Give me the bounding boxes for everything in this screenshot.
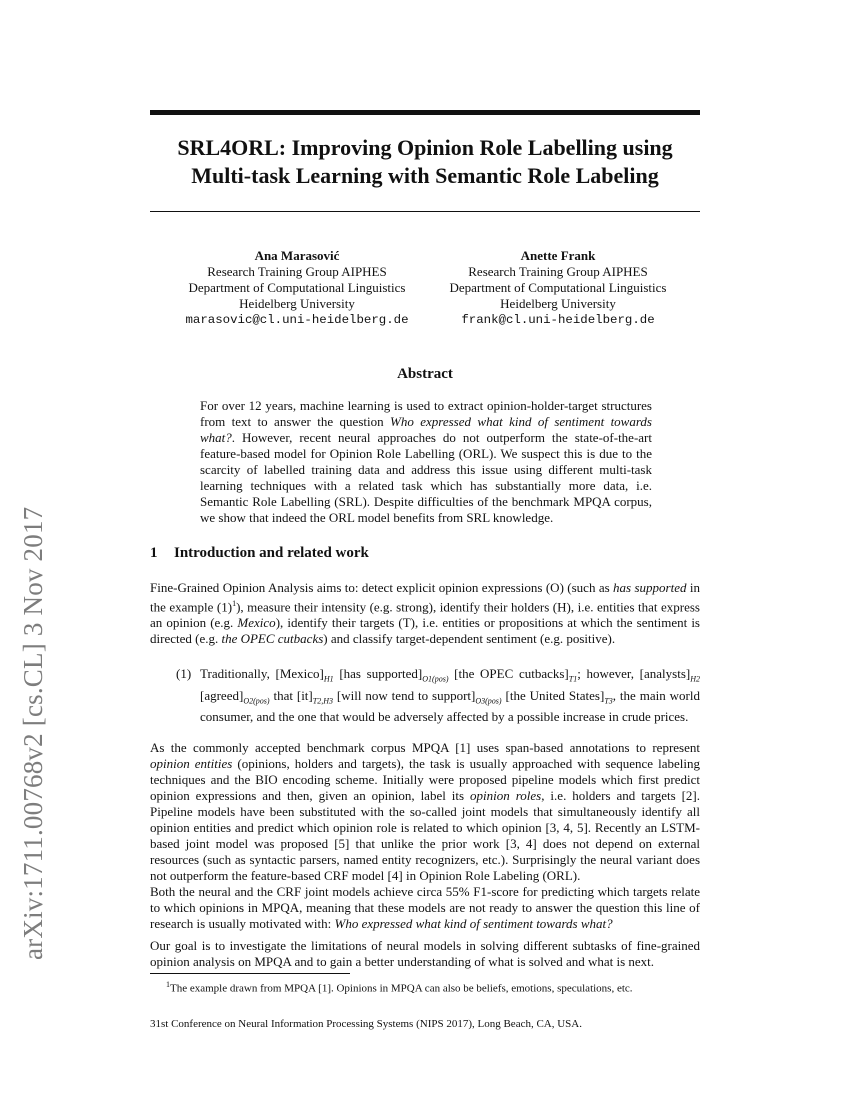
arxiv-watermark: arXiv:1711.00768v2 [cs.CL] 3 Nov 2017 — [18, 506, 48, 960]
abstract-text — [200, 398, 652, 526]
footnote-text: The example drawn from MPQA [1]. Opinions in MPQA can also be beliefs, emotions, speculations, etc. — [170, 982, 633, 995]
author-block-1 — [157, 248, 437, 328]
author-university: Heidelberg University — [500, 296, 616, 311]
footnote-mark: 1 — [166, 980, 170, 989]
annotation-subscript: T1 — [568, 674, 578, 684]
section-title: Introduction and related work — [174, 545, 369, 561]
text-run: [agreed] — [200, 687, 244, 703]
italic-run: Mexico — [237, 615, 276, 631]
italic-run: Who expressed what kind of sentiment towards what? — [334, 916, 613, 931]
italic-run: has supported — [613, 580, 687, 595]
footnote-marker[interactable]: 1 — [232, 599, 237, 608]
author-group: Research Training Group AIPHES — [207, 264, 387, 279]
title-bottom-rule — [150, 211, 700, 212]
title-top-rule — [150, 110, 700, 115]
annotation-subscript: O1(pos) — [422, 674, 449, 684]
paragraph-4 — [150, 938, 700, 970]
paragraph-1 — [150, 580, 700, 647]
annotation-subscript: H1 — [323, 674, 334, 684]
text-run: ), identify their targets (T), i.e. entities or propositions at which the sentiment is directed (e.g. — [150, 615, 700, 647]
abstract-text-part: For over 12 years, machine learning is used to extract opinion-holder-target structures from text to answer the question — [200, 398, 652, 429]
text-run: Both the neural and the CRF joint models achieve circa 55% F1-score for predicting which targets relate to which opinions in MPQA, meaning that these models are not ready to answer the question this line of research is usually motivated with: — [150, 884, 700, 931]
title-line-1: SRL4ORL: Improving Opinion Role Labelling using — [177, 135, 673, 160]
text-run: [will now tend to support] — [332, 687, 476, 703]
text-run: ; however, [analysts] — [577, 666, 691, 681]
text-run: (opinions, holders and targets), the task is usually approached with sequence labeling techniques and the BIO encoding scheme. Initially were proposed pipeline models which first predict opinion expressions and then, given an opinion, label its — [150, 756, 700, 803]
abstract-heading: Abstract — [397, 366, 453, 382]
text-run: , the main world consumer, and the one that would be adversely affected by a possible increase in crude prices. — [200, 687, 700, 725]
conference-note: 31st Conference on Neural Information Processing Systems (NIPS 2017), Long Beach, CA, USA. — [150, 1018, 582, 1030]
annotation-subscript: T3 — [604, 696, 613, 706]
text-run: in the example (1) — [150, 580, 700, 615]
text-run: [the United States] — [501, 687, 605, 703]
paper-title — [150, 134, 700, 190]
author-department: Department of Computational Linguistics — [449, 280, 667, 295]
text-run: ), measure their intensity (e.g. strong), identify their holders (H), i.e. entities that express an opinion (e.g. — [150, 599, 700, 631]
author-name: Ana Marasović — [254, 248, 340, 263]
italic-run: the OPEC cutbacks — [221, 631, 324, 647]
author-group: Research Training Group AIPHES — [468, 264, 648, 279]
author-department: Department of Computational Linguistics — [188, 280, 406, 295]
section-heading — [150, 545, 369, 562]
example-body — [200, 666, 700, 725]
author-block-2 — [418, 248, 698, 328]
text-run: Fine-Grained Opinion Analysis aims to: detect explicit opinion expressions (O) (such as — [150, 580, 614, 595]
text-run: that [it] — [269, 687, 313, 703]
author-university: Heidelberg University — [239, 296, 355, 311]
author-email[interactable]: frank@cl.uni-heidelberg.de — [461, 313, 655, 327]
text-run: [has supported] — [333, 666, 423, 681]
footnote-rule — [150, 973, 350, 974]
annotation-subscript: O2(pos) — [243, 696, 270, 706]
footnote — [166, 978, 633, 996]
annotation-subscript: O3(pos) — [475, 696, 502, 706]
paragraph-3 — [150, 884, 700, 932]
title-line-2: Multi-task Learning with Semantic Role Labeling — [191, 163, 659, 188]
text-run: [the OPEC cutbacks] — [448, 666, 569, 681]
abstract-question: Who expressed what kind of sentiment towards what? — [200, 414, 652, 445]
author-email[interactable]: marasovic@cl.uni-heidelberg.de — [185, 313, 409, 327]
example-label: (1) — [176, 666, 192, 681]
text-run: ) and classify target-dependent sentiment (e.g. positive). — [323, 631, 616, 647]
section-number: 1 — [150, 545, 158, 561]
italic-run: opinion entities — [150, 756, 233, 771]
abstract-text-part: . However, recent neural approaches do not outperform the state-of-the-art feature-based model for Opinion Role Labelling (ORL). We suspect this is due to the scarcity of labelled training data and address this issue using different multi-task learning techniques with a related task which has substantially more data, i.e. Semantic Role Labelling (SRL). Despite difficulties of the benchmark MPQA corpus, we show that indeed the ORL model benefits from SRL knowledge. — [200, 430, 652, 525]
text-run: Our goal is to investigate the limitations of neural models in solving different subtasks of fine-grained opinion analysis on MPQA and to gain a better understanding of what is solved and what is next. — [150, 938, 700, 969]
text-run: , i.e. holders and targets [2]. Pipeline models have been substituted with the so-called joint models that simultaneously identify all opinion entities and predict which opinion role is related to which opinion [3, 4, 5]. Recently an LSTM-based joint model was proposed [5] that unlike the prior work [3, 4] does not depend on external resources (such as syntactic parsers, named entity recognizers, etc.). Surprisingly the neural variant does not outperform the feature-based CRF model [4] in Opinion Role Labeling (ORL). — [150, 788, 700, 883]
annotation-subscript: H2 — [690, 674, 700, 684]
annotation-subscript: T2,H3 — [312, 696, 333, 706]
author-name: Anette Frank — [520, 248, 596, 263]
text-run: As the commonly accepted benchmark corpus MPQA [1] uses span-based annotations to represent — [150, 740, 700, 755]
paragraph-2 — [150, 740, 700, 884]
text-run: Traditionally, [Mexico] — [200, 666, 324, 681]
italic-run: opinion roles — [470, 788, 542, 803]
example-1 — [176, 666, 700, 725]
